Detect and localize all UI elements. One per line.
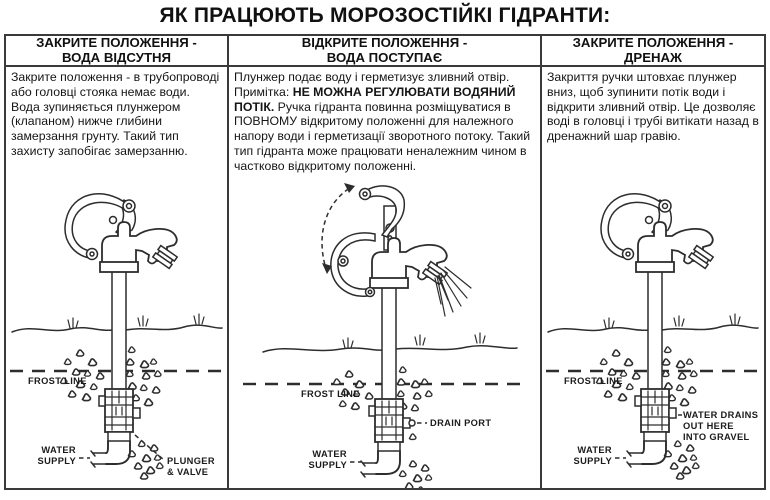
panel-1-text: Закрите положення - в трубопроводі або головці стояка немає води. Вода зупиняється плунжером (клапаном) нижче глибини замерзання грунту. Такий тип захисту запобігає замерзанню.: [11, 70, 220, 158]
water-supply-label: WATER: [312, 449, 347, 459]
water-drains-label: WATER DRAINS: [683, 410, 759, 420]
ground-line: [396, 346, 517, 350]
panel-2-header-line-2: ВОДА ПОСТУПАЄ: [326, 49, 443, 65]
frost-line-label: FROST LINE: [301, 389, 360, 399]
panel-1-content: [6, 67, 229, 488]
water-supply-label: SUPPLY: [37, 456, 76, 466]
note-bold-text: НЕ МОЖНА РЕГУЛЮВАТИ ВОДЯНИЙ ПОТІК.: [234, 84, 516, 114]
diagram-open-position-water-flowing: [229, 176, 539, 488]
drain-port-nub: [409, 420, 415, 426]
panel-3-header-line-2: ДРЕНАЖ: [624, 49, 682, 65]
hydrant-table: [4, 34, 766, 490]
panel-3-content: [542, 67, 764, 488]
panel-2-text: [234, 70, 535, 173]
panel-3-text: Закриття ручки штовхає плунжер вниз, щоб зупинити потік води і відкрити зливний отвір. Це дозволяє воді в головці і трубі витікати назад в дренажний шар гравію.: [547, 70, 759, 143]
panel-1-header: [6, 36, 229, 67]
panel-3-header: [542, 36, 764, 67]
plunger-valve-label: & VALVE: [167, 467, 209, 477]
ground-line: [263, 348, 382, 352]
hydrant-head-closed: [601, 194, 713, 272]
diagram-closed-position-water-absent: [6, 166, 226, 488]
water-supply-label: WATER: [577, 445, 612, 455]
hydrant-head-closed: [65, 194, 177, 272]
water-supply-label: WATER: [41, 445, 76, 455]
water-supply-label: SUPPLY: [308, 460, 347, 470]
water-drains-label: OUT HERE: [683, 421, 734, 431]
panel-1-header-line-1: ЗАКРИТЕ ПОЛОЖЕННЯ -: [36, 34, 197, 50]
ground-line: [548, 328, 648, 332]
panel-3-header-line-1: ЗАКРИТЕ ПОЛОЖЕННЯ -: [572, 34, 734, 50]
frost-line-label: FROST LINE: [28, 376, 87, 386]
water-supply-label: SUPPLY: [573, 456, 612, 466]
panel-1-header-line-2: ВОДА ВІДСУТНЯ: [61, 49, 172, 65]
panel-2-text-rest: Ручка гідранта повинна розміщуватися в ПОВНОМУ відкритому положенні для належного напору води і герметизації зворотного потоку. Такий тип гідранта може працювати неналежним чином в частково відкритому положенні.: [234, 99, 531, 173]
note-label: Примітка:: [234, 84, 293, 99]
drain-port-label: DRAIN PORT: [430, 418, 492, 428]
page-title: ЯК ПРАЦЮЮТЬ МОРОЗОСТІЙКІ ГІДРАНТИ:: [159, 4, 611, 27]
plunger-valve-label: PLUNGER: [167, 456, 215, 466]
diagram-closed-position-drain: [542, 166, 762, 488]
plunger-valve-leader: [135, 435, 164, 460]
panel-2-header: [229, 36, 542, 67]
panel-2-text-line-1: Плунжер подає воду і герметизує зливний отвір.: [234, 70, 510, 84]
hydrant-head-open: [331, 186, 447, 297]
panel-2-header-line-1: ВІДКРИТЕ ПОЛОЖЕННЯ -: [301, 34, 468, 50]
frost-line-label: FROST LINE: [564, 376, 623, 386]
water-drains-label: INTO GRAVEL: [683, 432, 750, 442]
panel-2-content: [229, 67, 542, 488]
ground-line: [12, 328, 112, 332]
